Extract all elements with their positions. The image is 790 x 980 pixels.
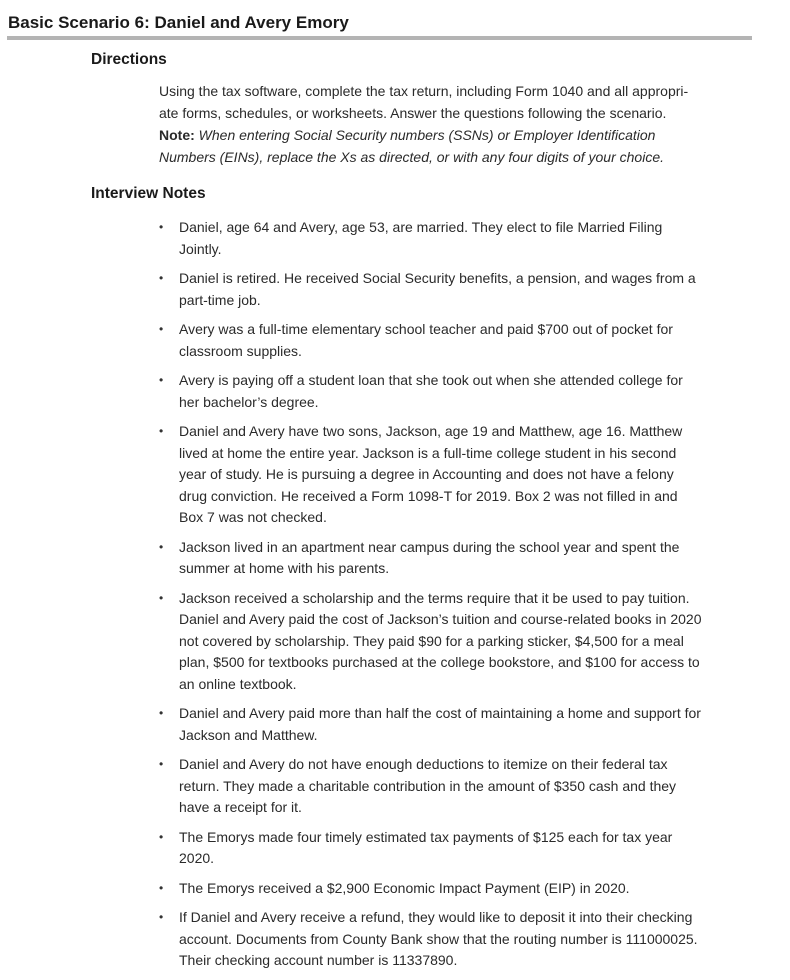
directions-heading: Directions <box>91 51 167 68</box>
interview-note-line: year of study. He is pursuing a degree in Accounting and does not have a felony <box>179 466 674 482</box>
directions-paragraph <box>159 81 754 124</box>
bullet-marker: • <box>159 539 164 554</box>
interview-note-line: plan, $500 for textbooks purchased at the college bookstore, and $100 for access to <box>179 654 700 670</box>
interview-note-line: an online textbook. <box>179 675 297 692</box>
bullet-marker: • <box>159 880 164 895</box>
bullet-marker: • <box>159 373 164 387</box>
interview-note-line: drug conviction. He received a Form 1098-T for 2019. Box 2 was not filled in and <box>179 487 678 504</box>
interview-note-line: Avery is paying off a student loan that she took out when she attended college for <box>179 372 683 388</box>
interview-note-line: The Emorys received a $2,900 Economic Impact Payment (EIP) in 2020. <box>179 879 630 896</box>
interview-note-line: If Daniel and Avery receive a refund, they would like to deposit it into their checking <box>179 909 693 925</box>
title-divider <box>7 36 752 40</box>
interview-note-line: Daniel, age 64 and Avery, age 53, are married. They elect to file Married Filing <box>179 219 663 235</box>
interview-note-line: not covered by scholarship. They paid $90 for a parking sticker, $4,500 for a meal <box>179 632 684 649</box>
interview-notes-list <box>0 217 790 980</box>
interview-note-line: 2020. <box>179 850 215 866</box>
bullet-marker: • <box>159 271 164 285</box>
interview-note-line: Daniel and Avery do not have enough deductions to itemize on their federal tax <box>179 756 668 772</box>
interview-note-line: return. They made a charitable contribution in the amount of $350 cash and they <box>179 777 677 794</box>
interview-note-line: Daniel and Avery have two sons, Jackson, age 19 and Matthew, age 16. Matthew <box>179 423 683 439</box>
interview-note-item <box>0 217 754 260</box>
interview-note-item <box>0 754 754 819</box>
interview-note-line: summer at home with his parents. <box>179 560 390 576</box>
interview-note-item <box>0 268 754 311</box>
interview-note-line: account. Documents from County Bank show that the routing number is 111000025. <box>179 930 698 947</box>
bullet-marker: • <box>159 706 164 720</box>
directions-line: ate forms, schedules, or worksheets. Answer the questions following the scenario. <box>159 104 667 121</box>
directions-line: Using the tax software, complete the tax return, including Form 1040 and all appropri- <box>159 83 689 99</box>
interview-note-line: part-time job. <box>179 291 261 308</box>
bullet-marker: • <box>159 322 164 336</box>
interview-note-line: Jackson lived in an apartment near campus during the school year and spent the <box>179 538 680 555</box>
scenario-title: Basic Scenario 6: Daniel and Avery Emory <box>8 13 349 32</box>
directions-note <box>159 125 754 168</box>
interview-note-line: Daniel and Avery paid more than half the cost of maintaining a home and support for <box>179 705 701 721</box>
interview-note-line: have a receipt for it. <box>179 799 302 815</box>
note-line: When entering Social Security numbers (SSNs) or Employer Identification <box>194 127 656 143</box>
interview-note-line: Their checking account number is 11337890. <box>179 952 458 968</box>
interview-note-line: her bachelor’s degree. <box>179 393 319 410</box>
interview-note-item <box>0 370 754 413</box>
interview-note-item <box>0 537 754 580</box>
interview-note-line: Daniel is retired. He received Social Security benefits, a pension, and wages from a <box>179 270 696 286</box>
bullet-marker: • <box>159 910 164 924</box>
interview-note-item <box>0 907 754 972</box>
interview-note-line: classroom supplies. <box>179 342 302 359</box>
interview-note-line: Jointly. <box>179 240 222 257</box>
interview-note-line: Jackson received a scholarship and the terms require that it be used to pay tuition. <box>179 589 690 606</box>
bullet-marker: • <box>159 424 164 438</box>
interview-note-item <box>0 319 754 362</box>
interview-notes-heading: Interview Notes <box>91 185 206 202</box>
interview-note-line: Jackson and Matthew. <box>179 726 318 743</box>
note-label: Note: <box>159 127 195 143</box>
interview-note-item <box>0 827 754 870</box>
bullet-marker: • <box>159 829 164 844</box>
interview-note-item <box>0 588 754 696</box>
bullet-marker: • <box>159 220 164 234</box>
interview-note-line: lived at home the entire year. Jackson is a full-time college student in his second <box>179 444 677 461</box>
bullet-marker: • <box>159 757 164 771</box>
interview-note-line: The Emorys made four timely estimated tax payments of $125 each for tax year <box>179 828 673 845</box>
interview-note-item <box>0 878 754 900</box>
interview-note-item <box>0 703 754 746</box>
interview-note-line: Box 7 was not checked. <box>179 509 327 525</box>
note-line: Numbers (EINs), replace the Xs as directed, or with any four digits of your choice. <box>159 148 664 165</box>
interview-note-item <box>0 421 754 529</box>
interview-note-line: Avery was a full-time elementary school teacher and paid $700 out of pocket for <box>179 321 673 337</box>
bullet-marker: • <box>159 590 164 605</box>
interview-note-line: Daniel and Avery paid the cost of Jackson’s tuition and course-related books in 2020 <box>179 611 702 627</box>
